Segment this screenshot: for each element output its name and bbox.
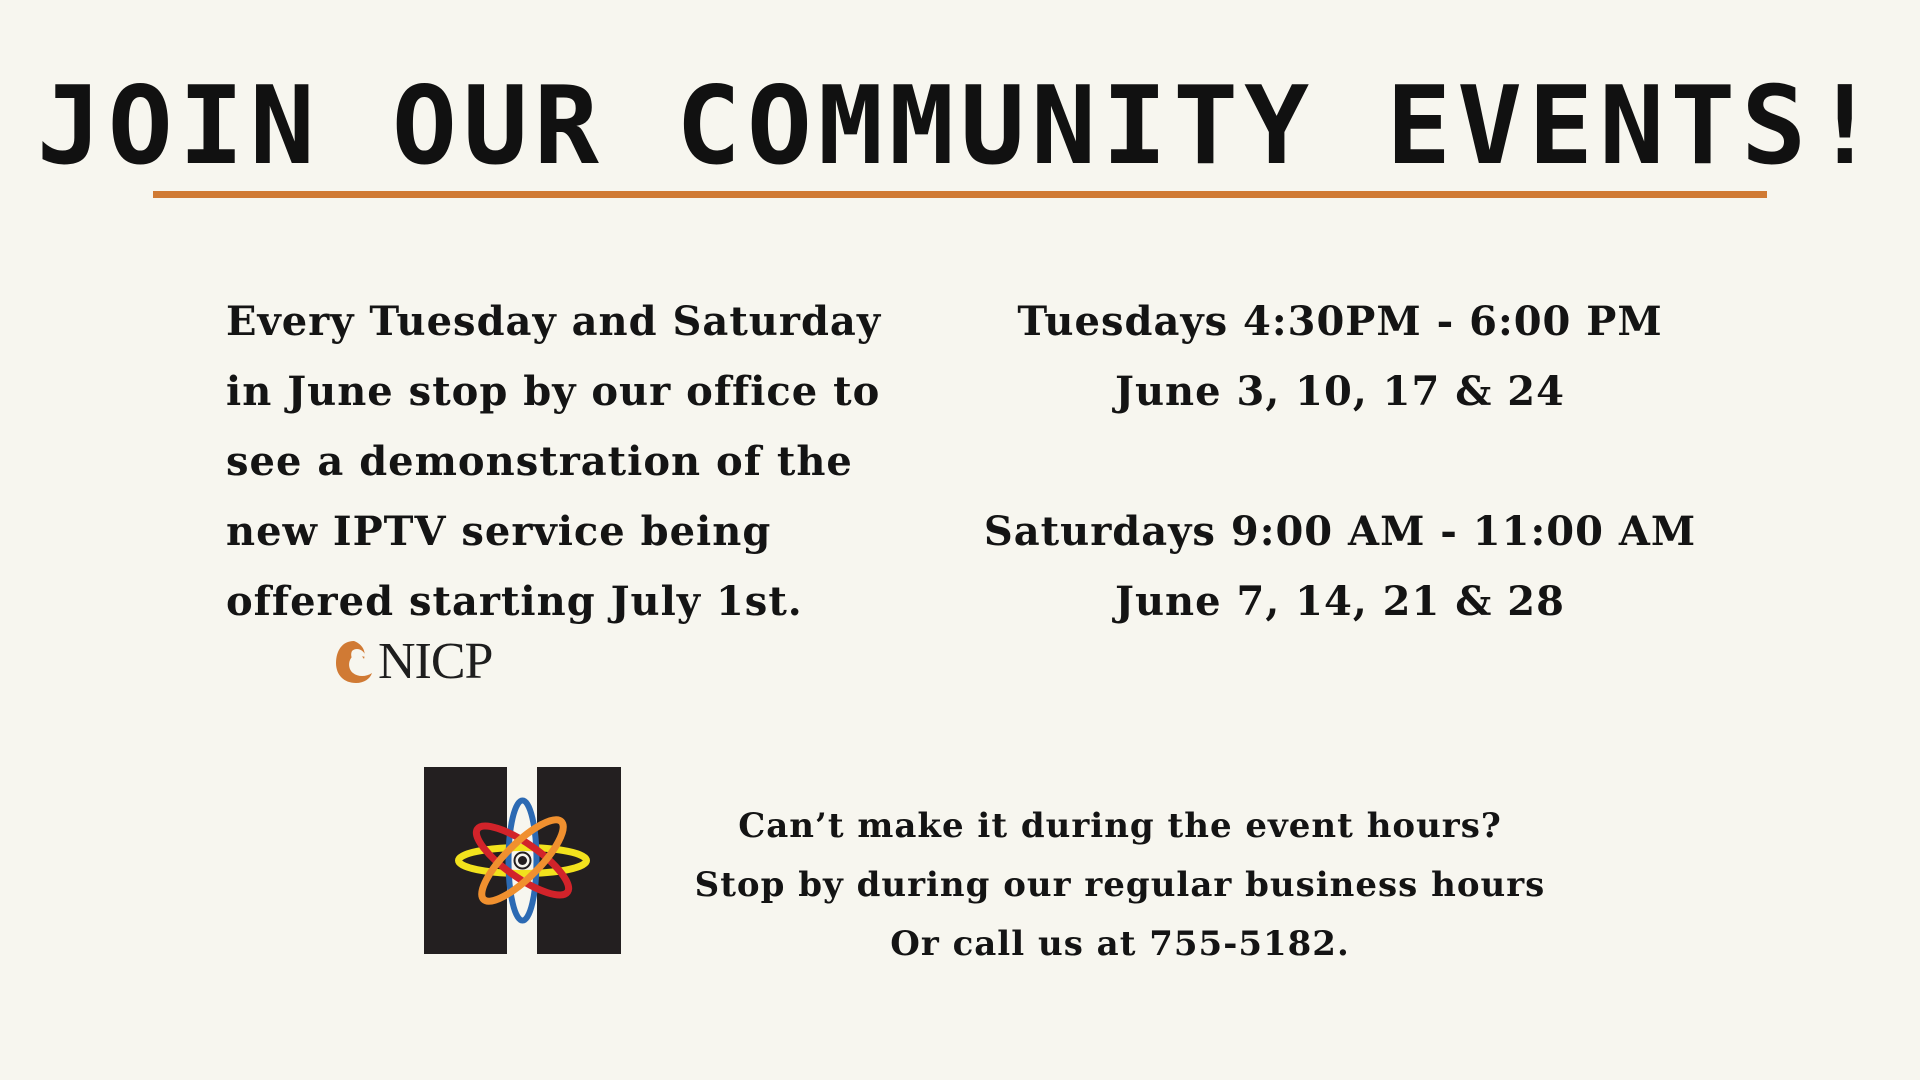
h-atom-logo-icon: [424, 767, 621, 954]
intro-line: Every Tuesday and Saturday: [226, 298, 882, 345]
title-divider: [153, 191, 1767, 198]
intro-line: in June stop by our office to: [226, 368, 881, 415]
saturday-time: Saturdays 9:00 AM - 11:00 AM: [983, 508, 1697, 555]
footer-message: [620, 797, 1620, 974]
footer-line: Or call us at 755-5182.: [890, 924, 1350, 964]
tuesday-dates: June 3, 10, 17 & 24: [1115, 368, 1565, 415]
footer-line: Can’t make it during the event hours?: [738, 806, 1502, 846]
footer-line: Stop by during our regular business hours: [694, 865, 1546, 905]
page-title: JOIN OUR COMMUNITY EVENTS!: [36, 64, 1884, 189]
intro-paragraph: [226, 287, 906, 637]
intro-line: new IPTV service being: [226, 508, 772, 555]
nicp-mark-icon: [334, 637, 374, 687]
intro-line: offered starting July 1st.: [226, 578, 803, 625]
nicp-logo: [334, 635, 492, 689]
saturday-dates: June 7, 14, 21 & 28: [1115, 578, 1565, 625]
tuesday-time: Tuesdays 4:30PM - 6:00 PM: [1017, 298, 1663, 345]
nicp-logo-text: NICP: [378, 633, 493, 690]
schedule-spacer: [980, 427, 1700, 497]
event-schedule: [980, 287, 1700, 637]
intro-line: see a demonstration of the: [226, 438, 853, 485]
